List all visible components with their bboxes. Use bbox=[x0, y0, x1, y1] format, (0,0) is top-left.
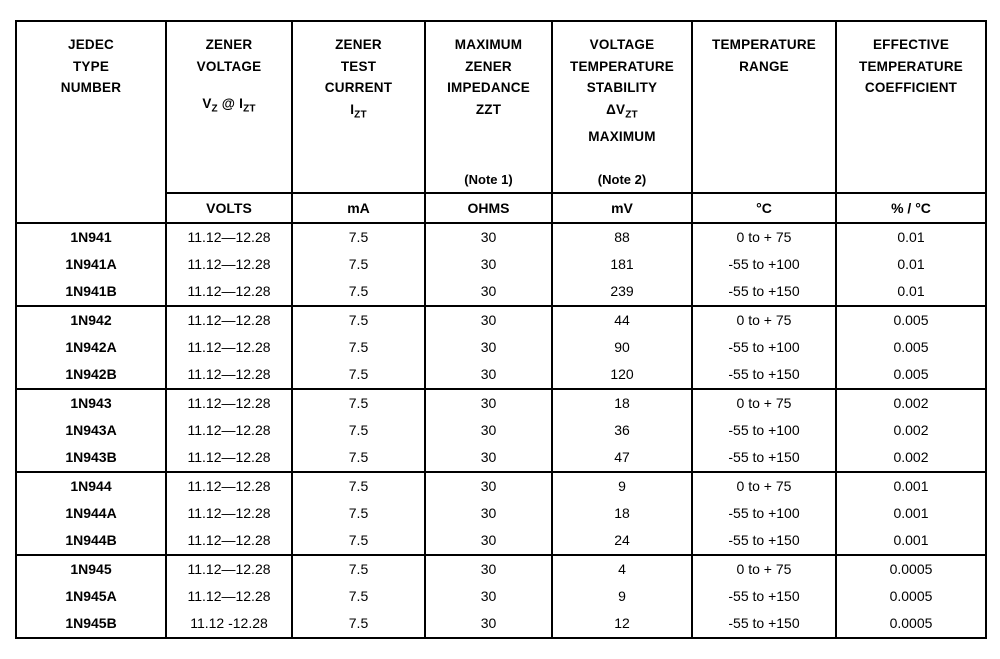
col-header-zener-impedance bbox=[425, 21, 552, 193]
cell-zener-impedance: 30 bbox=[425, 417, 552, 444]
cell-zener-voltage: 11.12—12.28 bbox=[166, 417, 292, 444]
cell-jedec-type-number: 1N945B bbox=[16, 610, 166, 638]
table-row bbox=[16, 583, 986, 610]
col-header-voltage-stability bbox=[552, 21, 692, 193]
unit-percent-per-degree-c: % / °C bbox=[836, 193, 986, 223]
cell-temperature-range: -55 to +100 bbox=[692, 334, 836, 361]
header-content bbox=[167, 22, 291, 192]
symbol-izt bbox=[350, 99, 367, 126]
cell-zener-voltage: 11.12—12.28 bbox=[166, 251, 292, 278]
table-row bbox=[16, 278, 986, 306]
cell-effective-temperature-coefficient: 0.005 bbox=[836, 361, 986, 389]
cell-voltage-temperature-stability: 181 bbox=[552, 251, 692, 278]
col-header-zener-test-current bbox=[292, 21, 425, 193]
cell-temperature-range: 0 to + 75 bbox=[692, 306, 836, 334]
cell-jedec-type-number: 1N944B bbox=[16, 527, 166, 555]
cell-voltage-temperature-stability: 47 bbox=[552, 444, 692, 472]
cell-zener-impedance: 30 bbox=[425, 610, 552, 638]
cell-jedec-type-number: 1N943 bbox=[16, 389, 166, 417]
cell-voltage-temperature-stability: 12 bbox=[552, 610, 692, 638]
row-group bbox=[16, 223, 986, 306]
cell-zener-voltage: 11.12—12.28 bbox=[166, 306, 292, 334]
cell-effective-temperature-coefficient: 0.0005 bbox=[836, 555, 986, 583]
cell-zener-test-current: 7.5 bbox=[292, 361, 425, 389]
cell-effective-temperature-coefficient: 0.001 bbox=[836, 500, 986, 527]
header-content bbox=[693, 22, 835, 192]
header-line: TEMPERATURE bbox=[570, 58, 674, 74]
cell-zener-voltage: 11.12—12.28 bbox=[166, 527, 292, 555]
cell-zener-impedance: 30 bbox=[425, 500, 552, 527]
cell-jedec-type-number: 1N942A bbox=[16, 334, 166, 361]
cell-jedec-type-number: 1N945A bbox=[16, 583, 166, 610]
cell-zener-voltage: 11.12—12.28 bbox=[166, 472, 292, 500]
cell-effective-temperature-coefficient: 0.01 bbox=[836, 251, 986, 278]
cell-zener-impedance: 30 bbox=[425, 555, 552, 583]
cell-voltage-temperature-stability: 90 bbox=[552, 334, 692, 361]
table-row bbox=[16, 555, 986, 583]
cell-zener-test-current: 7.5 bbox=[292, 334, 425, 361]
cell-temperature-range: -55 to +150 bbox=[692, 444, 836, 472]
cell-effective-temperature-coefficient: 0.01 bbox=[836, 223, 986, 251]
cell-zener-voltage: 11.12—12.28 bbox=[166, 500, 292, 527]
cell-zener-test-current: 7.5 bbox=[292, 417, 425, 444]
cell-zener-test-current: 7.5 bbox=[292, 472, 425, 500]
symbol-mid: @ I bbox=[217, 96, 244, 111]
col-header-jedec-type bbox=[16, 21, 166, 223]
symbol-main: ΔV bbox=[606, 101, 626, 117]
row-group bbox=[16, 389, 986, 472]
cell-zener-voltage: 11.12—12.28 bbox=[166, 334, 292, 361]
symbol-main: V bbox=[202, 96, 212, 111]
cell-zener-test-current: 7.5 bbox=[292, 306, 425, 334]
table-row bbox=[16, 361, 986, 389]
table-row bbox=[16, 306, 986, 334]
header-line: NUMBER bbox=[60, 80, 122, 95]
cell-voltage-temperature-stability: 18 bbox=[552, 389, 692, 417]
table-row bbox=[16, 444, 986, 472]
cell-effective-temperature-coefficient: 0.002 bbox=[836, 444, 986, 472]
header-line: TEMPERATURE bbox=[859, 58, 963, 74]
header-line: ZZT bbox=[475, 101, 502, 117]
cell-temperature-range: 0 to + 75 bbox=[692, 223, 836, 251]
header-content bbox=[17, 22, 165, 192]
table-row bbox=[16, 417, 986, 444]
cell-zener-voltage: 11.12 -12.28 bbox=[166, 610, 292, 638]
cell-jedec-type-number: 1N945 bbox=[16, 555, 166, 583]
header-row bbox=[16, 21, 986, 193]
cell-zener-impedance: 30 bbox=[425, 223, 552, 251]
cell-zener-test-current: 7.5 bbox=[292, 444, 425, 472]
cell-temperature-range: -55 to +100 bbox=[692, 500, 836, 527]
header-line: MAXIMUM bbox=[454, 37, 523, 52]
col-header-zener-voltage bbox=[166, 21, 292, 193]
table-row bbox=[16, 472, 986, 500]
table-row bbox=[16, 527, 986, 555]
cell-temperature-range: -55 to +150 bbox=[692, 583, 836, 610]
cell-jedec-type-number: 1N941A bbox=[16, 251, 166, 278]
table-row bbox=[16, 500, 986, 527]
header-line: MAXIMUM bbox=[588, 128, 656, 144]
col-header-effective-temp-coefficient bbox=[836, 21, 986, 193]
cell-zener-test-current: 7.5 bbox=[292, 583, 425, 610]
symbol-sub: ZT bbox=[243, 103, 256, 115]
header-line: JEDEC bbox=[67, 37, 114, 52]
cell-zener-impedance: 30 bbox=[425, 389, 552, 417]
cell-temperature-range: -55 to +150 bbox=[692, 527, 836, 555]
cell-zener-test-current: 7.5 bbox=[292, 251, 425, 278]
cell-temperature-range: -55 to +100 bbox=[692, 417, 836, 444]
header-line: ZENER bbox=[335, 37, 382, 52]
cell-zener-test-current: 7.5 bbox=[292, 527, 425, 555]
unit-degrees-c: °C bbox=[692, 193, 836, 223]
cell-temperature-range: 0 to + 75 bbox=[692, 389, 836, 417]
cell-zener-impedance: 30 bbox=[425, 278, 552, 306]
cell-effective-temperature-coefficient: 0.0005 bbox=[836, 583, 986, 610]
cell-effective-temperature-coefficient: 0.002 bbox=[836, 389, 986, 417]
table-row bbox=[16, 334, 986, 361]
cell-zener-impedance: 30 bbox=[425, 472, 552, 500]
cell-effective-temperature-coefficient: 0.001 bbox=[836, 527, 986, 555]
table-row bbox=[16, 610, 986, 638]
cell-zener-impedance: 30 bbox=[425, 251, 552, 278]
table-row bbox=[16, 223, 986, 251]
col-header-temperature-range bbox=[692, 21, 836, 193]
header-content bbox=[426, 22, 551, 192]
cell-voltage-temperature-stability: 18 bbox=[552, 500, 692, 527]
cell-jedec-type-number: 1N942B bbox=[16, 361, 166, 389]
row-group bbox=[16, 306, 986, 389]
cell-zener-impedance: 30 bbox=[425, 306, 552, 334]
symbol-vz-at-izt bbox=[202, 93, 255, 120]
cell-effective-temperature-coefficient: 0.005 bbox=[836, 334, 986, 361]
cell-zener-voltage: 11.12—12.28 bbox=[166, 278, 292, 306]
cell-zener-voltage: 11.12—12.28 bbox=[166, 444, 292, 472]
cell-voltage-temperature-stability: 88 bbox=[552, 223, 692, 251]
cell-voltage-temperature-stability: 239 bbox=[552, 278, 692, 306]
symbol-sub: ZT bbox=[625, 109, 638, 121]
cell-effective-temperature-coefficient: 0.01 bbox=[836, 278, 986, 306]
cell-zener-voltage: 11.12—12.28 bbox=[166, 583, 292, 610]
cell-temperature-range: 0 to + 75 bbox=[692, 555, 836, 583]
header-line: VOLTAGE bbox=[589, 37, 655, 52]
cell-voltage-temperature-stability: 9 bbox=[552, 583, 692, 610]
cell-zener-test-current: 7.5 bbox=[292, 389, 425, 417]
note-1-ref: (Note 1) bbox=[464, 172, 513, 187]
header-line: ZENER bbox=[205, 37, 253, 52]
unit-ohms: OHMS bbox=[425, 193, 552, 223]
cell-effective-temperature-coefficient: 0.005 bbox=[836, 306, 986, 334]
symbol-sub: ZT bbox=[354, 109, 367, 121]
table-row bbox=[16, 389, 986, 417]
cell-jedec-type-number: 1N944A bbox=[16, 500, 166, 527]
cell-zener-test-current: 7.5 bbox=[292, 278, 425, 306]
cell-zener-impedance: 30 bbox=[425, 334, 552, 361]
header-line: COEFFICIENT bbox=[864, 80, 958, 95]
header-line: IMPEDANCE bbox=[447, 80, 530, 95]
unit-volts: VOLTS bbox=[166, 193, 292, 223]
header-line: VOLTAGE bbox=[196, 58, 262, 74]
header-line: STABILITY bbox=[586, 80, 658, 95]
symbol-delta-vzt bbox=[606, 99, 638, 126]
header-line: TEMPERATURE bbox=[712, 37, 816, 52]
cell-effective-temperature-coefficient: 0.001 bbox=[836, 472, 986, 500]
cell-voltage-temperature-stability: 4 bbox=[552, 555, 692, 583]
cell-jedec-type-number: 1N942 bbox=[16, 306, 166, 334]
cell-jedec-type-number: 1N941B bbox=[16, 278, 166, 306]
zener-spec-table bbox=[15, 20, 987, 639]
cell-zener-voltage: 11.12—12.28 bbox=[166, 361, 292, 389]
cell-jedec-type-number: 1N941 bbox=[16, 223, 166, 251]
cell-zener-voltage: 11.12—12.28 bbox=[166, 555, 292, 583]
header-line: EFFECTIVE bbox=[872, 37, 950, 52]
cell-zener-voltage: 11.12—12.28 bbox=[166, 223, 292, 251]
row-group bbox=[16, 472, 986, 555]
cell-zener-voltage: 11.12—12.28 bbox=[166, 389, 292, 417]
cell-zener-test-current: 7.5 bbox=[292, 223, 425, 251]
cell-voltage-temperature-stability: 24 bbox=[552, 527, 692, 555]
cell-zener-test-current: 7.5 bbox=[292, 500, 425, 527]
header-line: RANGE bbox=[739, 58, 789, 74]
header-line: CURRENT bbox=[324, 80, 393, 95]
table-row bbox=[16, 251, 986, 278]
cell-voltage-temperature-stability: 9 bbox=[552, 472, 692, 500]
unit-ma: mA bbox=[292, 193, 425, 223]
cell-zener-impedance: 30 bbox=[425, 583, 552, 610]
cell-zener-test-current: 7.5 bbox=[292, 555, 425, 583]
cell-temperature-range: -55 to +150 bbox=[692, 361, 836, 389]
header-line: TYPE bbox=[72, 58, 110, 74]
header-line: ZENER bbox=[465, 58, 512, 74]
cell-temperature-range: -55 to +150 bbox=[692, 610, 836, 638]
cell-zener-impedance: 30 bbox=[425, 527, 552, 555]
header-content bbox=[553, 22, 691, 192]
unit-mv: mV bbox=[552, 193, 692, 223]
cell-zener-impedance: 30 bbox=[425, 361, 552, 389]
header-content bbox=[837, 22, 985, 192]
header-line: TEST bbox=[340, 58, 377, 74]
symbol-sub: Z bbox=[211, 103, 218, 115]
cell-effective-temperature-coefficient: 0.0005 bbox=[836, 610, 986, 638]
row-group bbox=[16, 555, 986, 638]
symbol-main: I bbox=[350, 101, 355, 117]
cell-temperature-range: -55 to +100 bbox=[692, 251, 836, 278]
cell-zener-impedance: 30 bbox=[425, 444, 552, 472]
cell-jedec-type-number: 1N943A bbox=[16, 417, 166, 444]
cell-temperature-range: 0 to + 75 bbox=[692, 472, 836, 500]
cell-voltage-temperature-stability: 120 bbox=[552, 361, 692, 389]
header-content bbox=[293, 22, 424, 192]
cell-jedec-type-number: 1N944 bbox=[16, 472, 166, 500]
cell-effective-temperature-coefficient: 0.002 bbox=[836, 417, 986, 444]
cell-zener-test-current: 7.5 bbox=[292, 610, 425, 638]
cell-voltage-temperature-stability: 44 bbox=[552, 306, 692, 334]
table-header bbox=[16, 21, 986, 223]
note-2-ref: (Note 2) bbox=[597, 172, 647, 187]
cell-temperature-range: -55 to +150 bbox=[692, 278, 836, 306]
cell-jedec-type-number: 1N943B bbox=[16, 444, 166, 472]
cell-voltage-temperature-stability: 36 bbox=[552, 417, 692, 444]
